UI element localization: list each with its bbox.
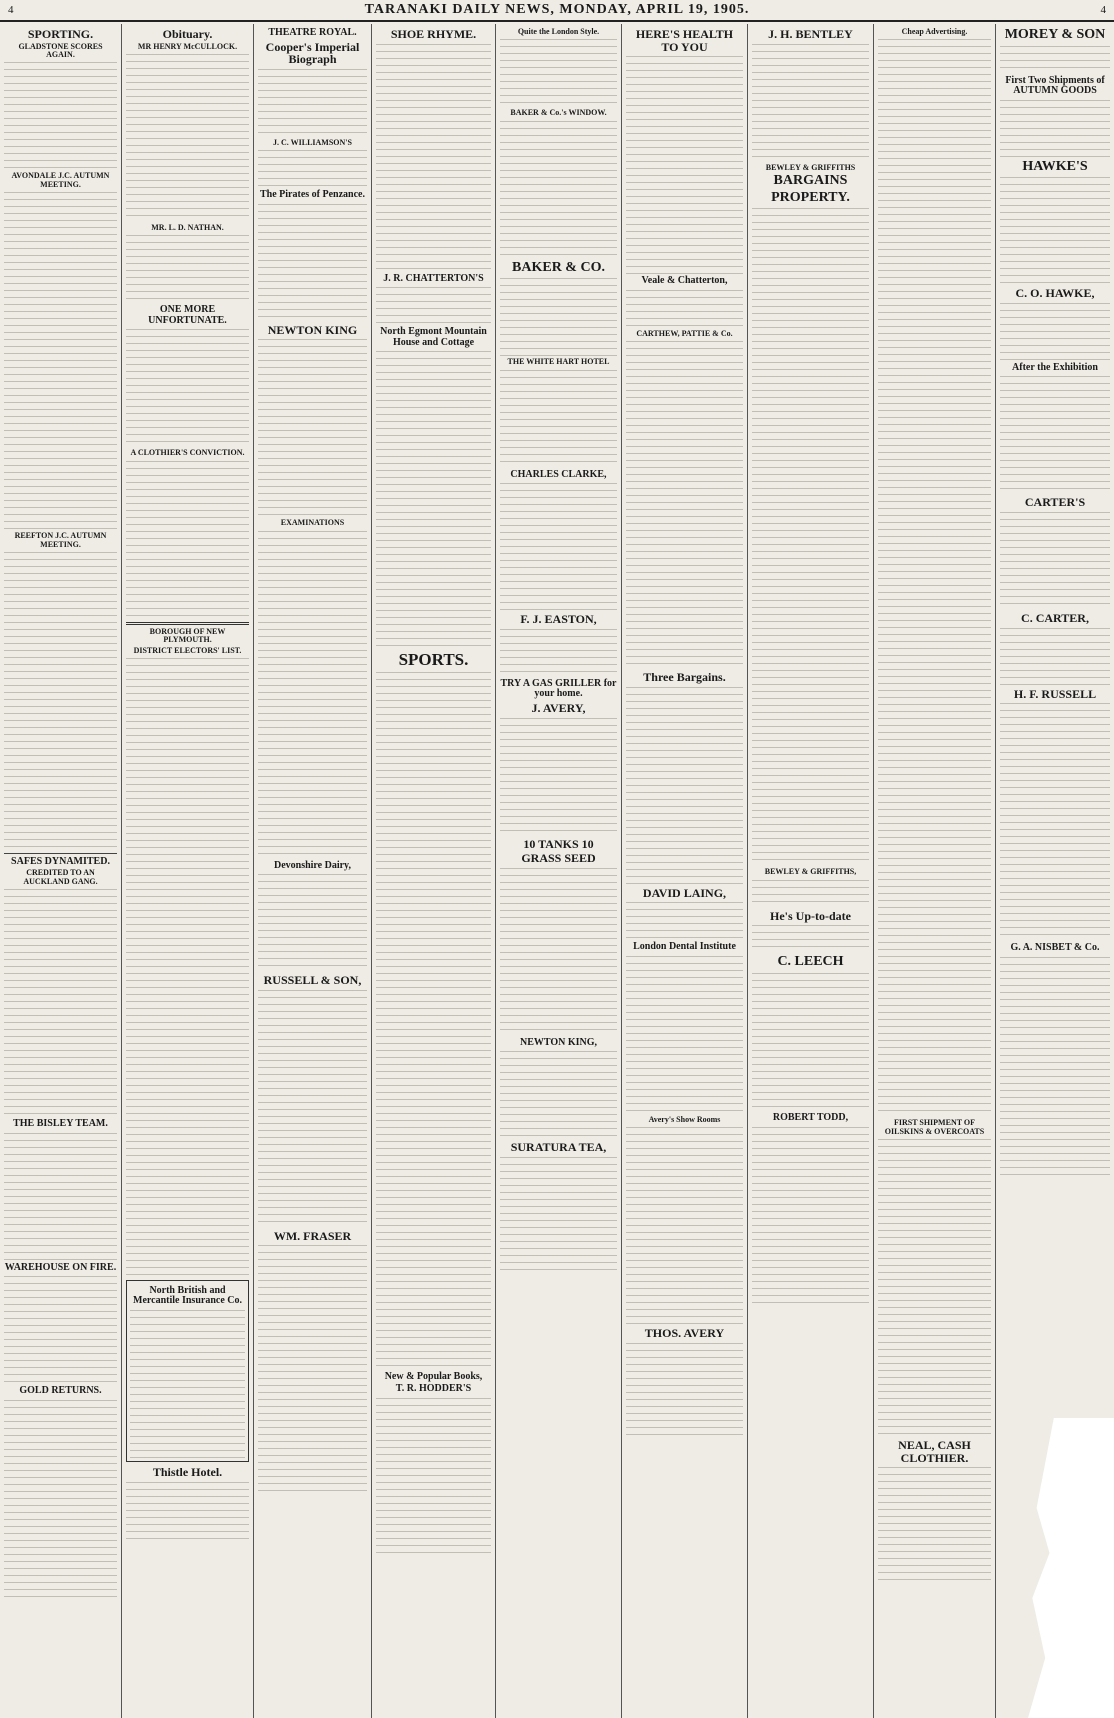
heading: RUSSELL & SON, (263, 973, 362, 988)
heading: BARGAINS (773, 172, 848, 188)
text-block (126, 656, 249, 1276)
heading: Thistle Hotel. (152, 1464, 223, 1479)
heading: SPORTING. (27, 27, 94, 41)
text-block (258, 67, 367, 137)
heading: HAWKE'S (1022, 158, 1088, 174)
text-block (878, 1465, 991, 1585)
column-6 (622, 24, 748, 1718)
heading: THEATRE ROYAL. (268, 27, 357, 38)
text-block (258, 337, 367, 517)
heading: CHARLES CLARKE, (510, 468, 607, 480)
heading: J. AVERY, (531, 700, 586, 715)
heading: J. R. CHATTERTON'S (383, 272, 484, 284)
heading: NEWTON KING, (519, 1036, 598, 1048)
text-block (1000, 301, 1110, 361)
heading: THE WHITE HART HOTEL (507, 357, 610, 367)
text-block (258, 202, 367, 322)
heading: North Egmont Mountain House and Cottage (380, 326, 487, 348)
heading: SHOE RHYME. (390, 27, 477, 41)
text-block (1000, 175, 1110, 285)
heading: Veale & Chatterton, (641, 275, 728, 287)
newspaper-title: TARANAKI DAILY NEWS, MONDAY, APRIL 19, 1905. (364, 2, 750, 17)
text-block (126, 1480, 249, 1540)
text-block (376, 1396, 491, 1556)
text-block (376, 285, 491, 325)
heading: CARTER'S (1024, 495, 1086, 510)
column-1 (0, 24, 122, 1718)
heading: HERE'S HEALTH TO YOU (635, 27, 734, 54)
text-block (626, 954, 743, 1114)
column-4 (372, 24, 496, 1718)
text-block (4, 60, 117, 170)
heading: Devonshire Dairy, (273, 859, 352, 871)
text-block (752, 971, 869, 1111)
heading: 10 TANKS 10 (523, 836, 594, 851)
heading: Quite the London Style. (517, 27, 600, 36)
text-block (500, 37, 617, 107)
text-block (626, 288, 743, 328)
column-3 (254, 24, 372, 1718)
heading: J. C. WILLIAMSON'S (273, 137, 352, 147)
text-block (626, 1341, 743, 1441)
text-block (258, 529, 367, 859)
torn-corner (1028, 1418, 1114, 1718)
text-block (126, 327, 249, 447)
text-block (626, 900, 743, 940)
text-block (500, 866, 617, 1036)
heading: WM. FRASER (273, 1228, 352, 1243)
text-block (126, 52, 249, 222)
column-8 (874, 24, 996, 1718)
heading: FIRST SHIPMENT OF OILSKINS & OVERCOATS (884, 1118, 985, 1136)
text-block (500, 627, 617, 677)
heading: MR. L. D. NATHAN. (151, 222, 224, 232)
text-block (752, 206, 869, 866)
heading: ROBERT TODD, (772, 1112, 849, 1124)
heading: G. A. NISBET & Co. (1010, 942, 1100, 954)
text-block (1000, 701, 1110, 941)
text-block (626, 54, 743, 274)
text-block (1000, 510, 1110, 610)
text-block (258, 148, 367, 188)
heading: CREDITED TO AN AUCKLAND GANG. (23, 868, 98, 886)
text-block (258, 1243, 367, 1493)
text-block (130, 1308, 245, 1458)
text-block (4, 1274, 117, 1384)
text-block (1000, 44, 1110, 74)
text-block (4, 1131, 117, 1261)
text-block (1000, 626, 1110, 686)
heading: F. J. EASTON, (520, 612, 597, 627)
heading: MR HENRY McCULLOCK. (137, 41, 238, 51)
heading: SAFES DYNAMITED. (11, 855, 110, 867)
heading: ONE MORE UNFORTUNATE. (148, 304, 227, 326)
text-block (258, 872, 367, 972)
heading: WAREHOUSE ON FIRE. (4, 1261, 117, 1273)
text-block (1000, 955, 1110, 1175)
heading: REEFTON J.C. AUTUMN MEETING. (14, 531, 107, 549)
heading: After the Exhibition (1012, 361, 1098, 373)
text-block (752, 1125, 869, 1305)
heading: DAVID LAING, (642, 885, 727, 900)
text-block (376, 42, 491, 272)
heading: London Dental Institute (633, 941, 736, 953)
heading: TRY A GAS GRILLER for your home. (500, 677, 617, 700)
heading: North British and Mercantile Insurance Co. (133, 1284, 242, 1307)
text-block (126, 233, 249, 303)
text-block (126, 459, 249, 619)
text-block (626, 685, 743, 885)
columns (0, 24, 1114, 1718)
text-block (878, 1137, 991, 1437)
page-number-left: 4 (8, 4, 14, 16)
heading: SPORTS. (398, 650, 469, 670)
column-2 (122, 24, 254, 1718)
text-block (4, 190, 117, 530)
heading: DISTRICT ELECTORS' LIST. (133, 645, 242, 655)
masthead (0, 0, 1114, 22)
text-block (4, 887, 117, 1117)
text-block (500, 481, 617, 611)
heading: Obituary. (162, 27, 213, 41)
text-block (4, 550, 117, 850)
column-9 (996, 24, 1114, 1718)
text-block (1000, 374, 1110, 494)
heading: Cooper's Imperial Biograph (265, 39, 360, 67)
column-5 (496, 24, 622, 1718)
heading: Three Bargains. (643, 670, 726, 685)
text-block (376, 670, 491, 1370)
text-block (1000, 98, 1110, 158)
heading: BEWLEY & GRIFFITHS (765, 162, 856, 172)
page-number-right: 4 (1100, 4, 1106, 16)
heading: NEWTON KING (267, 322, 358, 337)
heading: MOREY & SON (1004, 27, 1106, 42)
text-block (752, 42, 869, 162)
heading: NEAL, CASH CLOTHIER. (898, 1438, 971, 1465)
text-block (500, 276, 617, 356)
heading: THOS. AVERY (644, 1326, 725, 1341)
heading: A CLOTHIER'S CONVICTION. (130, 448, 245, 458)
heading: BAKER & Co.'s WINDOW. (510, 108, 607, 118)
heading: The Pirates of Penzance. (260, 189, 365, 201)
heading: SURATURA TEA, (510, 1140, 607, 1155)
heading: PROPERTY. (771, 189, 850, 205)
heading: J. H. BENTLEY (768, 27, 853, 41)
heading: GOLD RETURNS. (19, 1385, 102, 1397)
heading: First Two Shipments of AUTUMN GOODS (1005, 74, 1105, 97)
text-block (500, 119, 617, 259)
heading: He's Up-to-date (770, 908, 851, 923)
heading: EXAMINATIONS (280, 518, 345, 528)
heading: CARTHEW, PATTIE & Co. (636, 328, 733, 338)
text-block (878, 37, 991, 1117)
heading: GRASS SEED (521, 851, 596, 866)
heading: GLADSTONE SCORES AGAIN. (18, 41, 103, 59)
text-block (4, 1398, 117, 1598)
heading: New & Popular Books, (384, 1370, 483, 1382)
text-block (752, 878, 869, 908)
column-7 (748, 24, 874, 1718)
heading: H. F. RUSSELL (1013, 686, 1097, 701)
heading: C. O. HAWKE, (1015, 286, 1095, 301)
text-block (626, 339, 743, 669)
text-block (500, 1049, 617, 1139)
text-block (376, 349, 491, 649)
heading: Cheap Advertising. (901, 27, 968, 36)
heading: THE BISLEY TEAM. (13, 1118, 108, 1130)
text-block (500, 368, 617, 468)
text-block (626, 1125, 743, 1325)
heading: C. CARTER, (1021, 611, 1089, 626)
heading: Avery's Show Rooms (648, 1114, 721, 1124)
heading: BOROUGH OF NEW PLYMOUTH. (149, 626, 226, 645)
text-block (500, 716, 617, 836)
text-block (752, 923, 869, 953)
heading: BAKER & CO. (512, 259, 605, 275)
heading: T. R. HODDER'S (395, 1383, 472, 1395)
text-block (258, 988, 367, 1228)
heading: AVONDALE J.C. AUTUMN MEETING. (11, 171, 110, 189)
heading: C. LEECH (777, 954, 844, 970)
heading: BEWLEY & GRIFFITHS, (764, 867, 857, 877)
text-block (500, 1155, 617, 1275)
